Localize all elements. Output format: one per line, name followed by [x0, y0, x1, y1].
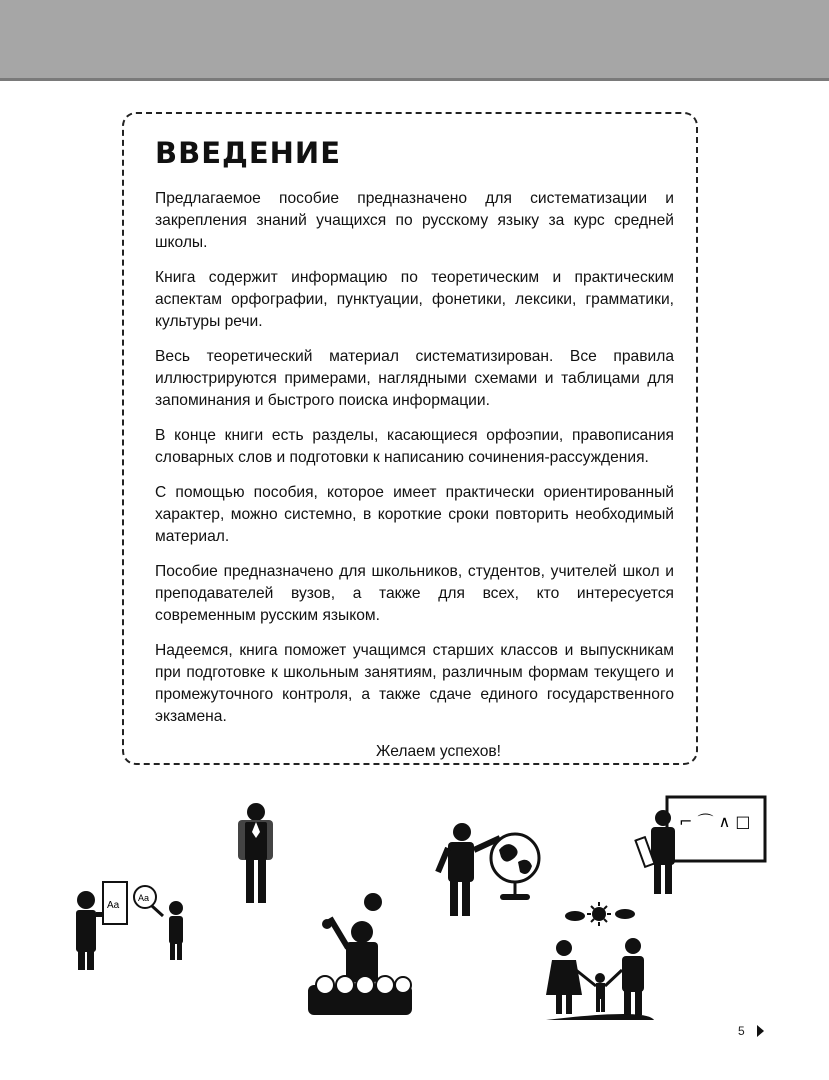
intro-paragraph: Весь теоретический материал систематизирован. Все правила иллюстрируются примерами, наглядными схемами и таблицами для запоминания и быстрого поиска информации.	[155, 348, 674, 409]
intro-paragraph: Пособие предназначено для школьников, студентов, учителей школ и преподавателей вузов, а также для всех, кто интересуется современным русским языком.	[155, 563, 674, 624]
illustrations-strip	[0, 780, 829, 1030]
intro-paragraph: Надеемся, книга поможет учащимся старших классов и выпускникам при подготовке к школьным занятиям, различным формам текущего и промежуточного контроля, а также сдаче единого государственного экзамена.	[155, 642, 674, 725]
intro-title: ВВЕДЕНИЕ	[155, 136, 342, 170]
blackboard-symbols: ⌐ ⌒ ∧ □	[679, 812, 751, 831]
page-number: 5	[738, 1024, 745, 1038]
teacher-at-blackboard-icon	[636, 797, 765, 894]
person-with-magnifier-icon	[76, 882, 183, 970]
intro-paragraph: В конце книги есть разделы, касающиеся орфоэпии, правописания словарных слов и подготовки к написанию сочинения-рассуждения.	[155, 427, 674, 466]
card-text: Aa	[107, 900, 120, 911]
introduction-box	[122, 112, 698, 765]
intro-paragraph: Предлагаемое пособие предназначено для систематизации и закрепления знаний учащихся по русскому языку за курс средней школы.	[155, 190, 674, 251]
page-footer	[738, 1024, 764, 1038]
top-header-band	[0, 0, 829, 81]
student-backpack-icon	[238, 803, 273, 903]
intro-body	[155, 188, 674, 776]
next-page-arrow-icon[interactable]	[757, 1025, 764, 1037]
speaker-with-audience-icon	[308, 893, 412, 1015]
teacher-with-globe-icon	[438, 823, 539, 916]
family-outdoors-icon	[546, 902, 654, 1020]
lens-text: Aa	[138, 893, 150, 903]
intro-paragraph: Книга содержит информацию по теоретическим и практическим аспектам орфографии, пунктуации, фонетики, лексики, грамматики, культуры речи.	[155, 269, 674, 330]
intro-signature: Желаем успехов!	[376, 743, 501, 760]
intro-paragraph: С помощью пособия, которое имеет практически ориентированный характер, можно системно, в короткие сроки повторить необходимый материал.	[155, 484, 674, 545]
